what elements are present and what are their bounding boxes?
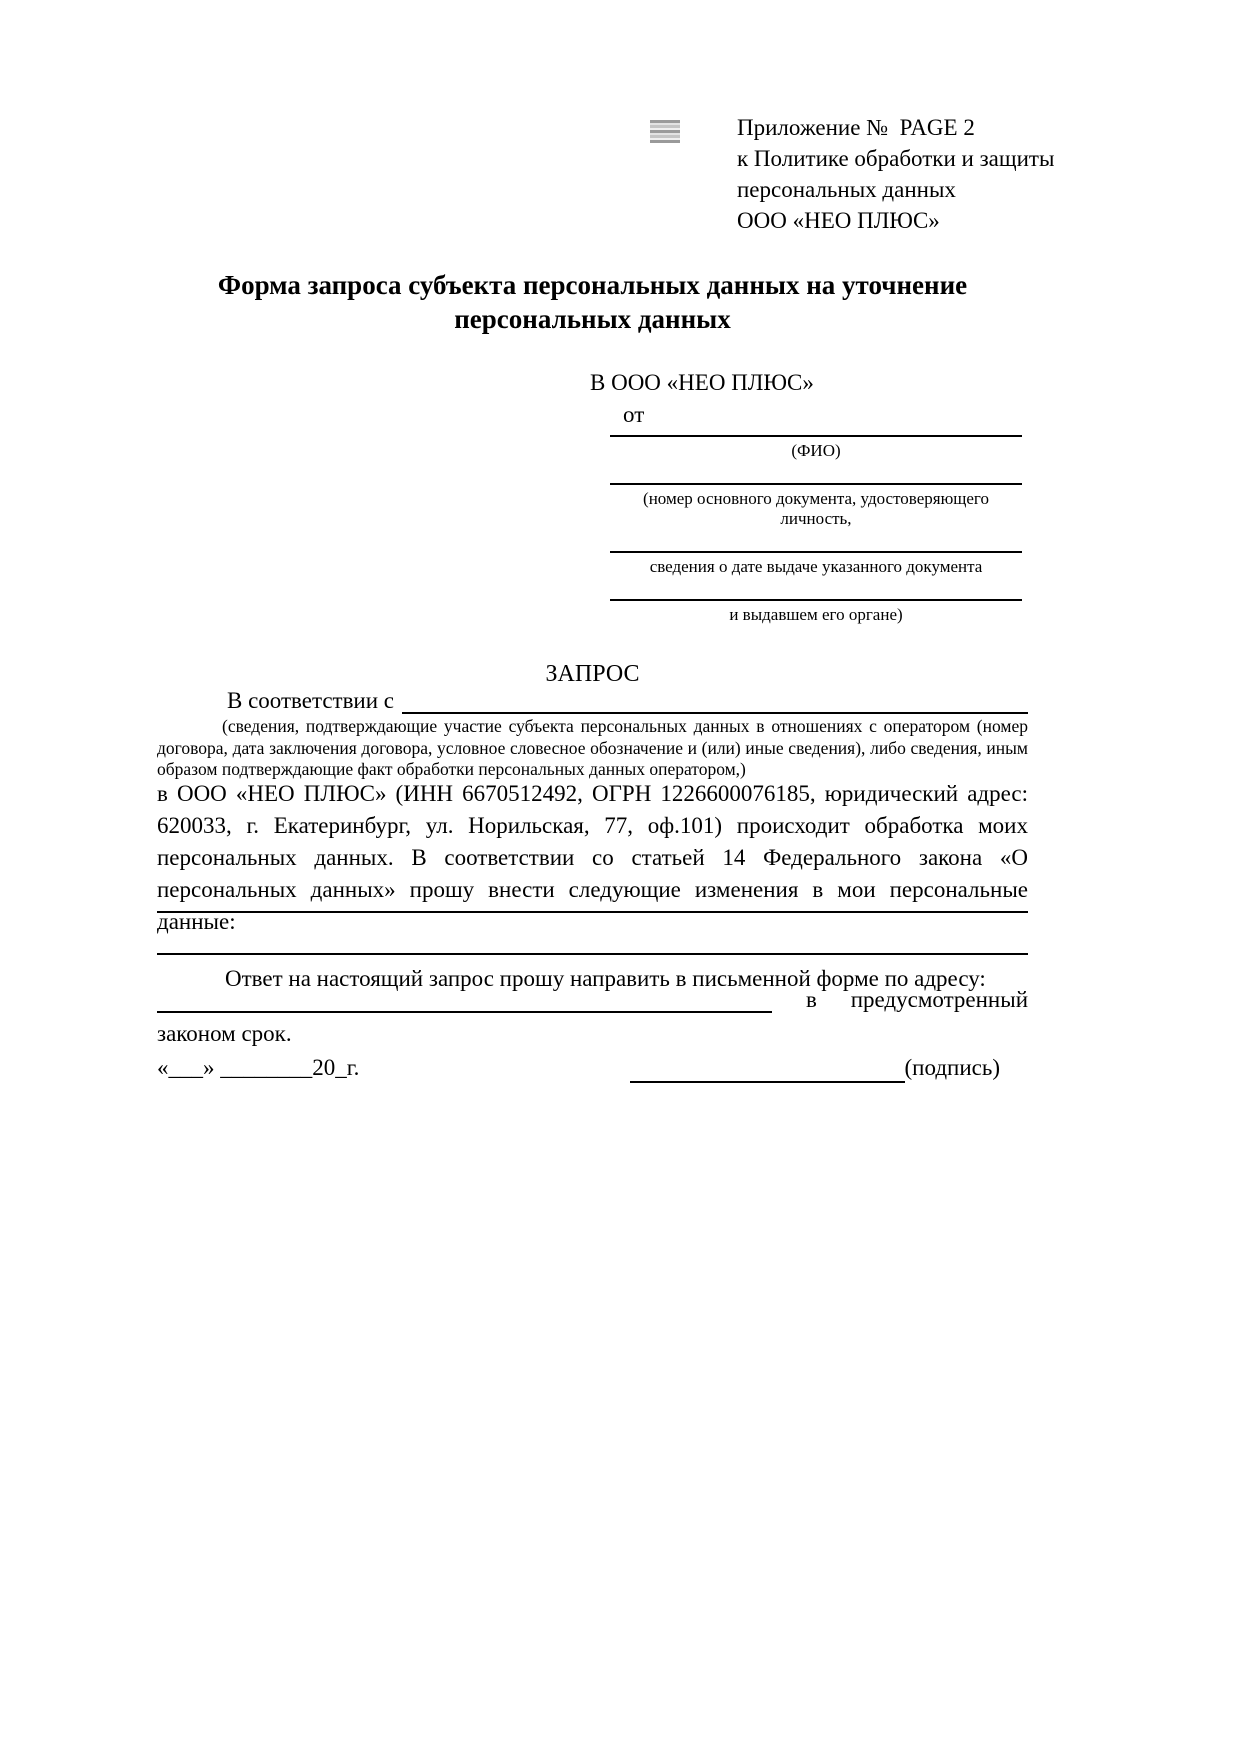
closing-text: законом срок. <box>157 1021 292 1046</box>
header-block <box>737 112 1054 236</box>
signoff-row <box>157 1053 1028 1083</box>
request-heading: ЗАПРОС <box>545 661 640 687</box>
word-due: предусмотренный <box>850 987 1028 1012</box>
document-number-field <box>610 461 1022 529</box>
addressee-fields <box>610 404 1022 625</box>
issue-date-field <box>610 529 1022 577</box>
response-sentence: Ответ на настоящий запрос прошу направить в письменной форме по адресу: <box>225 966 986 991</box>
fio-field <box>610 404 1022 461</box>
page-title: Форма запроса субъекта персональных данных на уточнение персональных данных <box>217 270 968 334</box>
date-blank: «___» ________20_г. <box>157 1055 360 1080</box>
footnote-text: (сведения, подтверждающие участие субъекта персональных данных в отношениях с оператором (номер договора, дата заключения договора, условное словесное обозначение и (или) иные сведения), либо сведения, иным образом подтверждающие факт обработки персональных данных оператором,) <box>157 716 1028 779</box>
word-in: в <box>806 987 817 1012</box>
signature-blank-line <box>630 1059 905 1083</box>
addressee-to: В ООО «НЕО ПЛЮС» <box>590 370 814 395</box>
header-line-appendix: Приложение № PAGE 2 <box>737 115 975 140</box>
intro-row <box>157 688 1028 714</box>
document-number-caption: (номер основного документа, удостоверяющего личность, <box>643 489 989 528</box>
address-fill-row <box>157 987 1028 1013</box>
signature-group <box>630 1053 1000 1083</box>
changes-blank-line-1 <box>157 911 1028 913</box>
signature-caption: (подпись) <box>904 1055 1000 1080</box>
issuing-authority-caption: и выдавшем его органе) <box>729 605 903 624</box>
header-line-policy: к Политике обработки и защиты <box>737 146 1055 171</box>
fio-caption: (ФИО) <box>791 441 841 460</box>
request-body-paragraph: в ООО «НЕО ПЛЮС» (ИНН 6670512492, ОГРН 1226600076185, юридический адрес: 620033, г. Екатеринбург, ул. Норильская, 77, оф.101) происходит обработка моих персональных данных. В соответствии со статьей 14 Федерального закона «О персональных данных» прошу внести следующие изменения в мои персональные данные: <box>157 781 1028 934</box>
header-line-company: ООО «НЕО ПЛЮС» <box>737 208 940 233</box>
issuing-authority-blank-line <box>610 577 1022 601</box>
issue-date-caption: сведения о дате выдаче указанного документа <box>649 557 983 576</box>
issue-date-blank-line <box>610 529 1022 553</box>
header-line-personal-data: персональных данных <box>737 177 956 202</box>
document-number-blank-line <box>610 461 1022 485</box>
intro-label: В соответствии с <box>227 688 395 713</box>
blurred-field-code-icon <box>650 120 680 143</box>
addressee-from-label: от <box>623 402 645 427</box>
changes-blank-line-2 <box>157 953 1028 955</box>
intro-blank-line <box>402 690 1028 714</box>
fio-blank-line <box>610 404 1022 437</box>
issuing-authority-field <box>610 577 1022 625</box>
address-blank-line <box>157 989 772 1013</box>
